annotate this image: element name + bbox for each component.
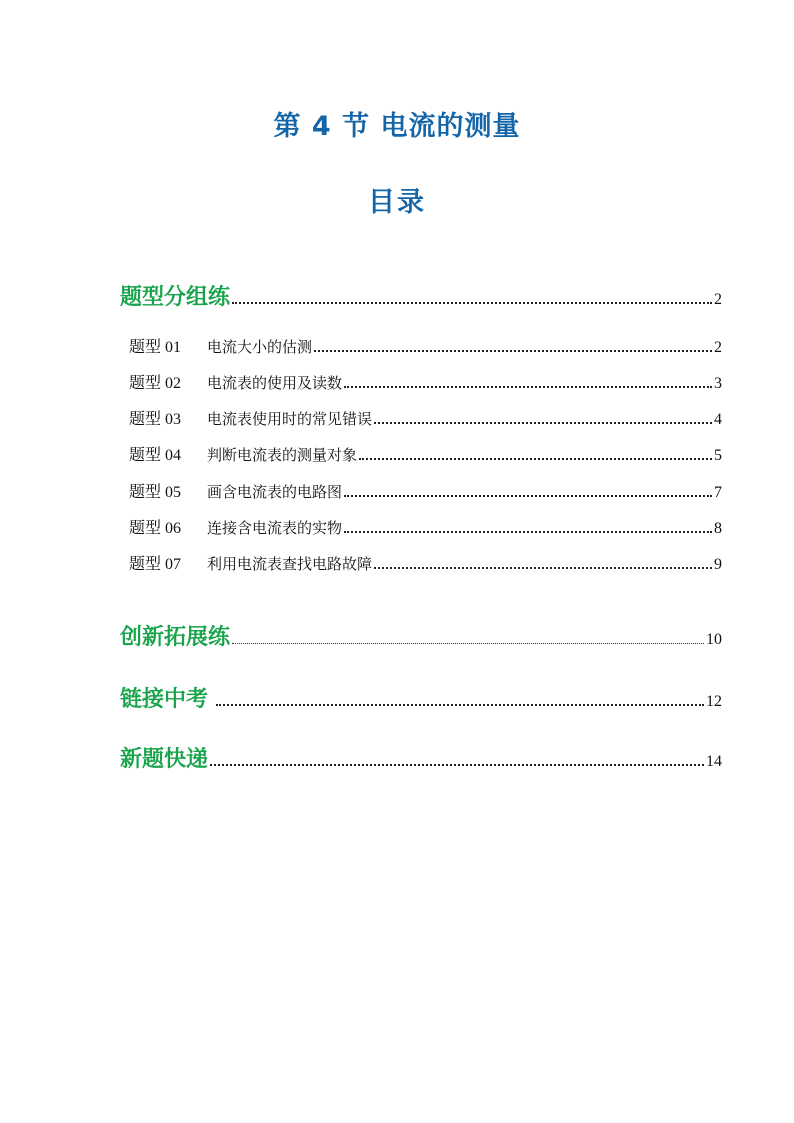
toc-page-number: 9 <box>714 556 722 573</box>
toc-page-number: 3 <box>714 375 722 392</box>
toc-subsection-code: 题型 05 <box>129 484 182 501</box>
toc-subsection-title: 电流表的使用及读数 <box>207 374 343 392</box>
toc-section-entry[interactable] <box>120 742 722 773</box>
toc-subsection-entry[interactable] <box>129 334 722 357</box>
toc-leader-dots <box>344 531 712 533</box>
toc-subsection-code: 题型 03 <box>129 411 182 428</box>
toc-subsection-code: 题型 01 <box>129 339 182 356</box>
toc-subsection-entry[interactable] <box>129 515 722 538</box>
document-title: 第 4 节 电流的测量 <box>273 111 521 142</box>
toc-heading: 目录 <box>368 187 426 218</box>
toc-page-number: 14 <box>706 753 722 770</box>
toc-page-number: 12 <box>706 693 722 710</box>
toc-subsection-title: 画含电流表的电路图 <box>207 483 343 501</box>
toc-subsection-entry[interactable] <box>129 406 722 429</box>
toc-page-number: 7 <box>714 484 722 501</box>
toc-section-label: 创新拓展练 <box>120 625 231 650</box>
toc-page-number: 2 <box>714 291 722 308</box>
toc-subsection-title: 判断电流表的测量对象 <box>207 446 358 464</box>
toc-leader-dots <box>314 350 712 352</box>
toc-subsection-title: 利用电流表查找电路故障 <box>207 555 373 573</box>
toc-subsection-entry[interactable] <box>129 479 722 502</box>
toc-subsection-title: 电流大小的估测 <box>207 338 313 356</box>
toc-subsection-code: 题型 04 <box>129 447 182 464</box>
toc-page-number: 10 <box>706 631 722 648</box>
toc-leader-dots <box>344 495 712 497</box>
toc-leader-dots <box>232 643 704 644</box>
toc-section-label: 题型分组练 <box>120 285 231 310</box>
toc-subsection-title: 电流表使用时的常见错误 <box>207 410 373 428</box>
toc-page-number: 8 <box>714 520 722 537</box>
toc-subsection-code: 题型 06 <box>129 520 182 537</box>
toc-section-entry[interactable] <box>120 280 722 311</box>
toc-leader-dots <box>344 386 712 388</box>
toc-leader-dots <box>232 302 712 304</box>
toc-subsection-code: 题型 02 <box>129 375 182 392</box>
toc-leader-dots <box>359 458 712 460</box>
toc-leader-dots <box>374 567 712 569</box>
toc-page-number: 2 <box>714 339 722 356</box>
toc-subsection-entry[interactable] <box>129 551 722 574</box>
toc-section-entry[interactable] <box>120 620 722 651</box>
toc-section-label: 链接中考 <box>120 687 209 712</box>
toc-page-number: 5 <box>714 447 722 464</box>
toc-subsection-title: 连接含电流表的实物 <box>207 519 343 537</box>
toc-subsection-code: 题型 07 <box>129 556 182 573</box>
toc-page-number: 4 <box>714 411 722 428</box>
toc-leader-dots <box>374 422 712 424</box>
toc-subsection-entry[interactable] <box>129 442 722 465</box>
toc-leader-dots <box>216 704 704 706</box>
toc-subsection-entry[interactable] <box>129 370 722 393</box>
toc-section-entry[interactable] <box>120 682 722 713</box>
toc-section-label: 新题快递 <box>120 747 209 772</box>
toc-leader-dots <box>210 764 704 766</box>
